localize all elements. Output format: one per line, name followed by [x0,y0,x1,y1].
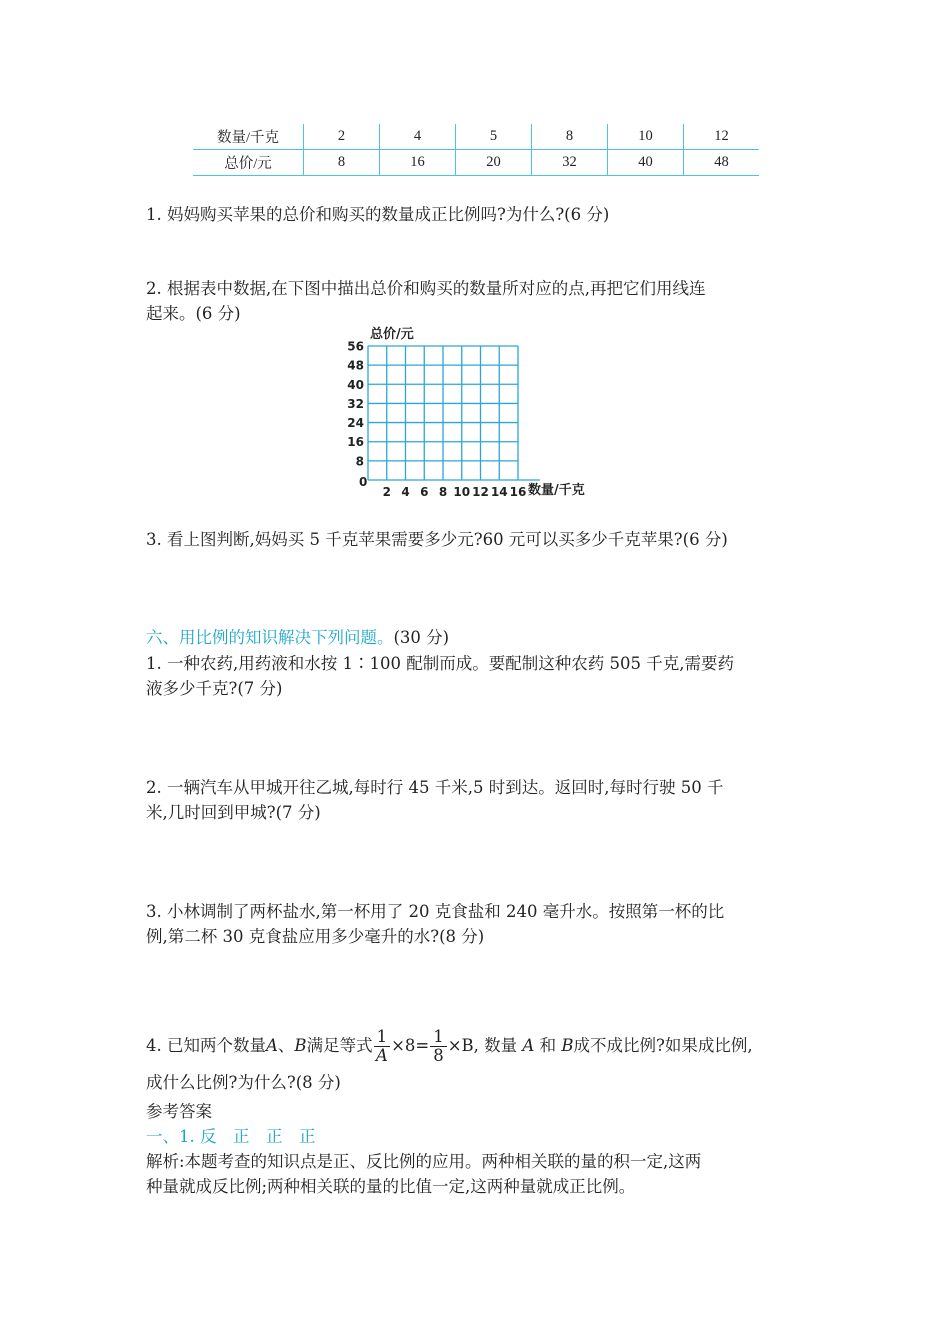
question-6-1 [146,651,816,701]
y-tick-label: 32 [347,396,364,411]
data-table [193,124,759,176]
q4-var-a2: A [522,1036,535,1055]
table-row-price [193,150,759,176]
q4-var-b: B [294,1036,307,1055]
answer-analysis [146,1149,816,1199]
question-6-2 [146,775,816,825]
question-6-4-line2: 成什么比例?为什么?(8 分) [146,1073,341,1092]
y-tick-label: 8 [355,454,364,469]
y-tick-label: 40 [347,377,364,392]
answer-analysis-line1: 解析:本题考查的知识点是正、反比例的应用。两种相关联的量的积一定,这两 [146,1152,702,1171]
question-5-1: 1. 妈妈购买苹果的总价和购买的数量成正比例吗?为什么?(6 分) [146,205,610,224]
question-5-2-line1: 2. 根据表中数据,在下图中描出总价和购买的数量所对应的点,再把它们用线连 [146,279,706,298]
table-header-quantity: 数量/千克 [193,124,304,150]
q4-text-c: 数量 [478,1036,523,1055]
q4-sep: 、 [277,1036,295,1055]
x-tick-label: 16 [509,485,527,499]
table-cell: 8 [304,150,380,176]
table-cell: 48 [684,150,760,176]
question-5-2 [146,276,816,326]
x-tick-label: 12 [472,485,489,499]
coordinate-grid-chart [340,322,610,502]
y-tick-label: 24 [347,416,364,431]
answers-heading: 参考答案 [146,1102,212,1121]
q4-var-a: A [266,1036,278,1055]
section-6-title: 用比例的知识解决下列问题。 [179,628,394,647]
y-tick-labels [347,340,364,469]
question-6-4 [146,1026,816,1095]
q4-fraction-2 [430,1028,447,1065]
question-6-1-line1: 1. 一种农药,用药液和水按 1∶100 配制而成。要配制这种农药 505 千克,需要药 [146,654,734,673]
chart-x-label: 数量/千克 [528,483,585,498]
question-5-2-line2: 起来。(6 分) [146,304,241,323]
table-row-quantity [193,124,759,150]
q4-frac2-numerator: 1 [430,1028,447,1047]
question-6-3-line2: 例,第二杯 30 克食盐应用多少毫升的水?(8 分) [146,927,485,946]
table-cell: 12 [684,124,760,150]
section-6-score: (30 分) [393,628,450,647]
q4-frac1-numerator: 1 [374,1028,391,1047]
q4-frac2-denominator: 8 [433,1046,444,1065]
q4-timesb: ×B, [447,1036,479,1055]
table-cell: 20 [456,150,532,176]
x-tick-label: 14 [490,485,508,499]
table-header-price: 总价/元 [193,150,304,176]
answer-analysis-line2: 种量就成反比例;两种相关联的量的比值一定,这两种量就成正比例。 [146,1177,636,1196]
q4-frac1-denominator: A [375,1046,388,1065]
question-6-3-line1: 3. 小林调制了两杯盐水,第一杯用了 20 克食盐和 240 毫升水。按照第一杯的比 [146,902,725,921]
chart-origin-label: 0 [359,475,368,489]
question-6-1-line2: 液多少千克?(7 分) [146,679,283,698]
grid-lines [368,346,540,480]
q4-text-a: 4. 已知两个数量 [146,1036,266,1055]
table-cell: 4 [380,124,456,150]
table-cell: 10 [608,124,684,150]
answer-1: 一、1. 反 正 正 正 [146,1127,316,1146]
q4-var-b2: B [561,1036,574,1055]
question-5-3: 3. 看上图判断,妈妈买 5 千克苹果需要多少元?60 元可以买多少千克苹果?(6 分) [146,530,728,549]
chart-y-label: 总价/元 [370,327,414,342]
question-6-2-line1: 2. 一辆汽车从甲城开往乙城,每时行 45 千米,5 时到达。返回时,每时行驶 50 千 [146,778,724,797]
question-6-3 [146,899,816,949]
table-cell: 32 [532,150,608,176]
q4-text-b: 满足等式 [306,1036,373,1055]
q4-fraction-1 [374,1028,391,1065]
x-tick-label: 2 [382,485,391,499]
x-tick-label: 8 [438,485,448,499]
x-tick-label: 6 [420,485,429,499]
q4-text-e: 成不成比例?如果成比例, [573,1036,753,1055]
section-6-heading [146,625,816,650]
question-6-2-line2: 米,几时回到甲城?(7 分) [146,803,321,822]
y-tick-label: 16 [347,435,364,450]
x-tick-labels [383,485,527,499]
table-cell: 8 [532,124,608,150]
section-6-number: 六、 [146,628,179,647]
table-cell: 40 [608,150,684,176]
y-tick-label: 48 [347,358,364,373]
table-cell: 16 [380,150,456,176]
q4-times8: ×8= [391,1036,430,1055]
x-tick-label: 4 [401,485,410,499]
question-6-4-line1 [146,1026,816,1066]
table-cell: 5 [456,124,532,150]
y-tick-label: 56 [347,339,364,354]
table-cell: 2 [304,124,380,150]
q4-text-d: 和 [534,1036,562,1055]
x-tick-label: 10 [453,485,471,499]
